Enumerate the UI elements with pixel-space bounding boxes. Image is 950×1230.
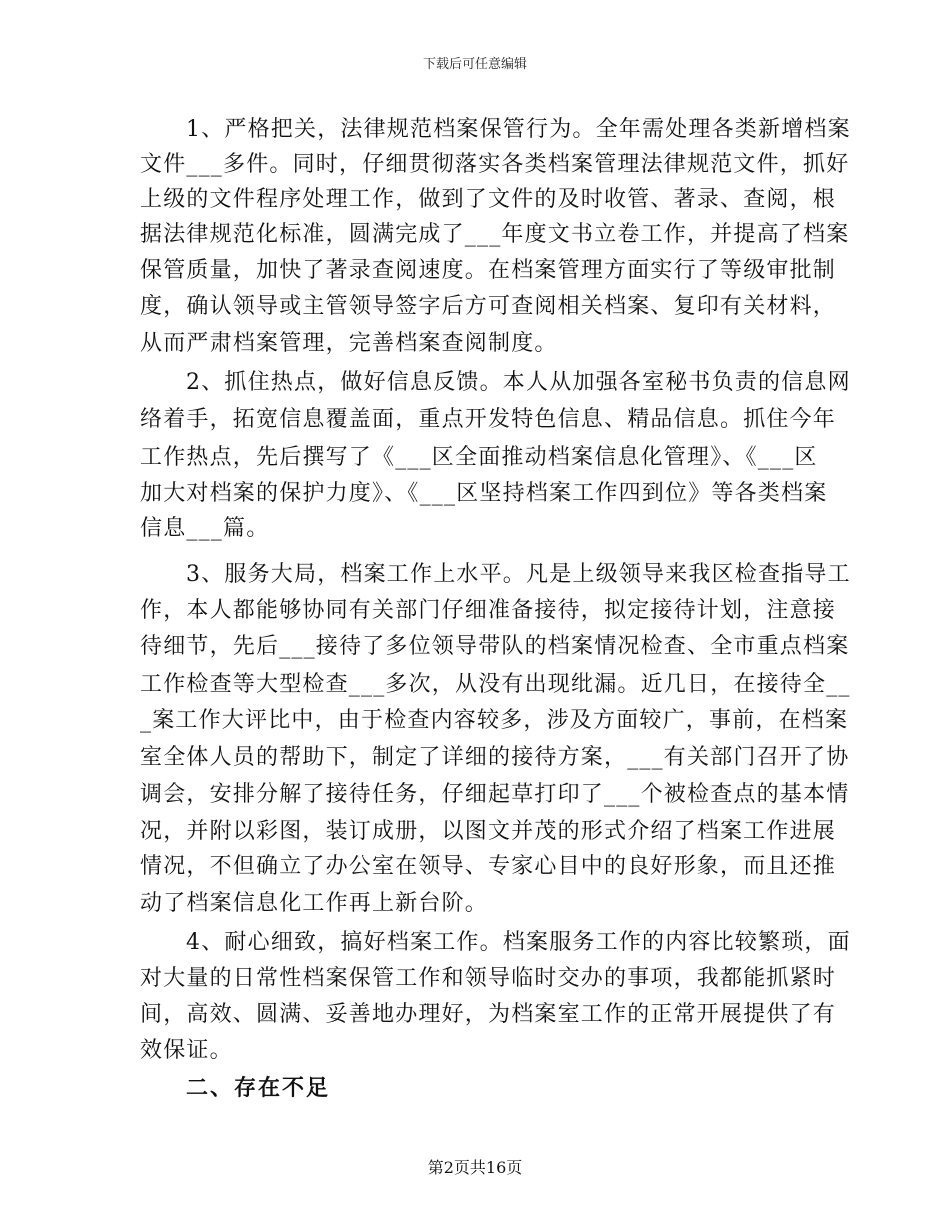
paragraph-3-line: 况，并附以彩图，装订成册，以图文并茂的形式介绍了档案工作进展 [140, 819, 837, 844]
paragraph-4-line: 4、耐心细致，搞好档案工作。档案服务工作的内容比较繁琐，面 [186, 930, 851, 955]
page-number-footer: 第2页共16页 [427, 1158, 523, 1177]
paragraph-1-line: 度，确认领导或主管领导签字后方可查阅相关档案、复印有关材料， [140, 294, 837, 319]
page-header-note: 下载后可任意编辑 [422, 57, 527, 72]
paragraph-4-line: 对大量的日常性档案保管工作和领导临时交办的事项，我都能抓紧时 [140, 966, 837, 991]
paragraph-2-line: 加大对档案的保护力度》、《___区坚持档案工作四到位》等各类档案 [140, 481, 828, 506]
paragraph-2-line: 信息___篇。 [140, 516, 270, 541]
paragraph-1-line: 文件___多件。同时，仔细贯彻落实各类档案管理法律规范文件，抓好 [140, 152, 850, 177]
paragraph-3-line: 室全体人员的帮助下，制定了详细的接待方案，___有关部门召开了协 [140, 745, 850, 770]
paragraph-4-line: 效保证。 [140, 1038, 233, 1063]
paragraph-1-line: 1、严格把关，法律规范档案保管行为。全年需处理各类新增档案 [186, 117, 851, 142]
paragraph-3-line: 调会，安排分解了接待任务，仔细起草打印了___个被检查点的基本情 [140, 782, 850, 807]
paragraph-3-line: 动了档案信息化工作再上新台阶。 [140, 891, 489, 916]
paragraph-2-line: 2、抓住热点，做好信息反馈。本人从加强各室秘书负责的信息网 [186, 370, 851, 395]
paragraph-3-line: _案工作大评比中，由于检查内容较多，涉及方面较广，事前，在档案 [140, 708, 849, 733]
paragraph-1-line: 上级的文件程序处理工作，做到了文件的及时收管、著录、查阅，根 [140, 187, 837, 212]
paragraph-2-line: 工作热点，先后撰写了《___区全面推动档案信息化管理》、《___区 [140, 445, 818, 470]
paragraph-1-line: 据法律规范化标准，圆满完成了___年度文书立卷工作，并提高了档案 [140, 222, 850, 247]
paragraph-3-line: 作，本人都能够协同有关部门仔细准备接待，拟定接待计划，注意接 [140, 598, 837, 623]
section-heading: 二、存在不足 [186, 1075, 331, 1101]
paragraph-3-line: 3、服务大局，档案工作上水平。凡是上级领导来我区检查指导工 [186, 562, 851, 587]
paragraph-1-line: 从而严肃档案管理，完善档案查阅制度。 [140, 331, 558, 356]
paragraph-2-line: 络着手，拓宽信息覆盖面，重点开发特色信息、精品信息。抓住今年 [140, 407, 837, 432]
paragraph-4-line: 间，高效、圆满、妥善地办理好，为档案室工作的正常开展提供了有 [140, 1002, 837, 1027]
paragraph-1-line: 保管质量，加快了著录查阅速度。在档案管理方面实行了等级审批制 [140, 258, 837, 283]
paragraph-3-line: 工作检查等大型检查___多次，从没有出现纰漏。近几日，在接待全__ [140, 672, 851, 697]
paragraph-3-line: 情况，不但确立了办公室在领导、专家心目中的良好形象，而且还推 [140, 854, 837, 879]
paragraph-3-line: 待细节，先后___接待了多位领导带队的档案情况检查、全市重点档案 [140, 634, 850, 659]
